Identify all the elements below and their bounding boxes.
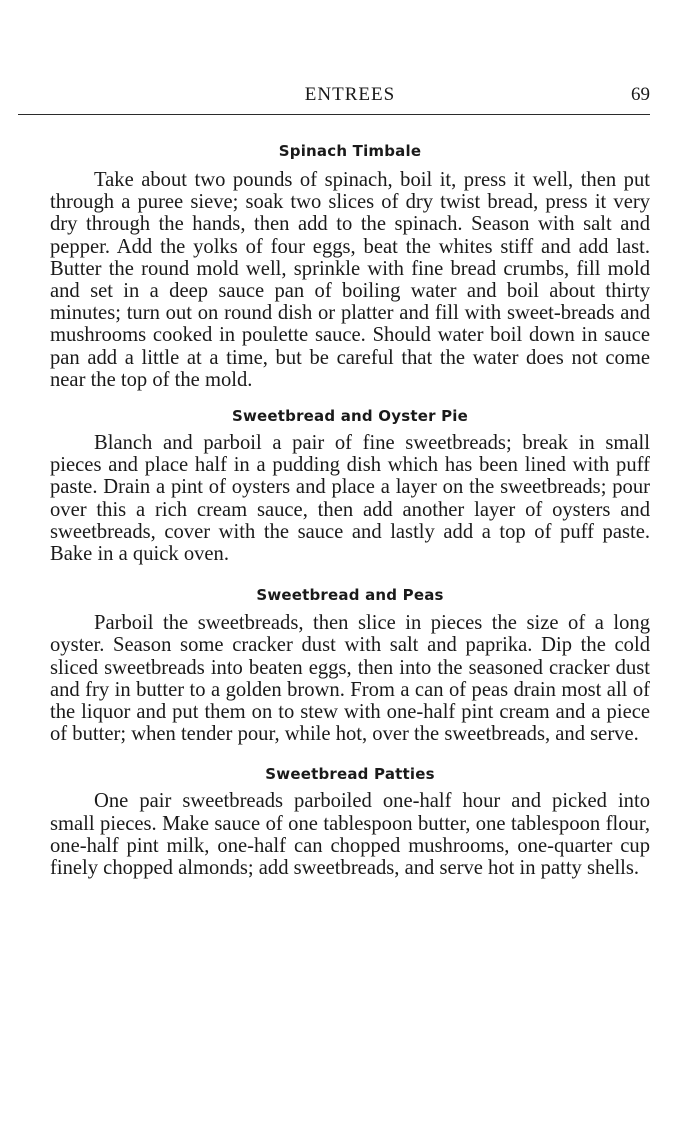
running-header (50, 84, 650, 112)
recipe-sweetbread-peas (50, 586, 650, 745)
recipe-text: Blanch and parboil a pair of fine sweetbreads; break in small pieces and place half in a pudding dish which has been lined with puff paste. Drain a pint of oysters and place a layer on the sweetbreads; pour over this a rich cream sauce, then add another layer of oysters and sweetbreads, cover with the sauce and lastly add a top of puff paste. Bake in a quick oven. (50, 432, 650, 566)
recipe-title: Sweetbread and Oyster Pie (231, 407, 469, 426)
recipe-text: Take about two pounds of spinach, boil it, press it well, then put through a puree sieve; soak two slices of dry twist bread, press it very dry through the hands, then add to the spinach. Season with salt and pepper. Add the yolks of four eggs, beat the whites stiff and add last. Butter the round mold well, sprinkle with fine bread crumbs, fill mold and set in a deep sauce pan of boiling water and boil about thirty minutes; turn out on round dish or platter and fill with sweet-breads and mushrooms cooked in poulette sauce. Should water boil down in sauce pan add a little at a time, but be careful that the water does not come near the top of the mold. (50, 169, 650, 391)
recipe-text: Parboil the sweetbreads, then slice in pieces the size of a long oyster. Season some cracker dust with salt and paprika. Dip the cold sliced sweetbreads into beaten eggs, then into the seasoned cracker dust and fry in butter to a golden brown. From a can of peas drain most all of the liquor and put them on to stew with one-half pint cream and a piece of butter; when tender pour, while hot, over the sweetbreads, and serve. (50, 612, 650, 746)
recipe-spinach-timbale (50, 142, 650, 391)
recipe-title: Sweetbread Patties (265, 765, 435, 784)
page-number: 69 (631, 84, 650, 105)
header-rule (18, 114, 650, 115)
running-title: ENTREES (304, 84, 396, 105)
recipe-title: Spinach Timbale (278, 142, 422, 160)
recipe-sweetbread-patties (50, 765, 650, 879)
book-page (50, 84, 650, 879)
recipe-text: One pair sweetbreads parboiled one-half hour and picked into small pieces. Make sauce of one tablespoon butter, one tablespoon flour, one-half pint milk, one-half can chopped mushrooms, one-quarter cup finely chopped almonds; add sweetbreads, and serve hot in patty shells. (50, 790, 650, 880)
recipe-title: Sweetbread and Peas (256, 586, 444, 605)
recipe-sweetbread-oyster-pie (50, 407, 650, 565)
